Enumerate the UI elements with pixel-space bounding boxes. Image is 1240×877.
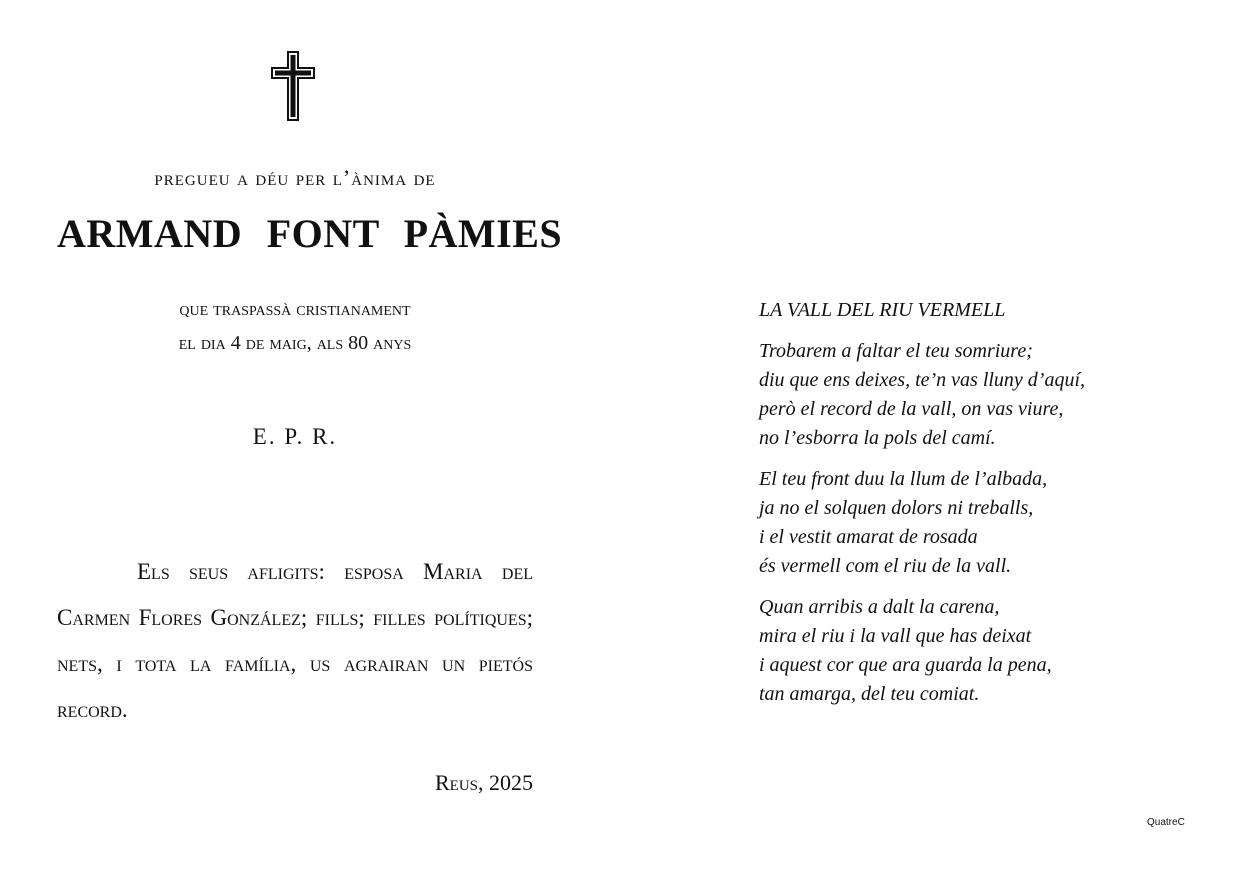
poem-line: El teu front duu la llum de l’albada, (759, 468, 1048, 490)
poem-line: és vermell com el riu de la vall. (759, 555, 1012, 577)
epr-text: E. P. R. (252, 424, 338, 449)
passed-line-1: que traspassà cristianament (179, 298, 411, 320)
prayer-heading: pregueu a déu per l’ànima de (154, 165, 436, 190)
poem-line: mira el riu i la vall que has deixat (759, 625, 1032, 647)
poem-line: diu que ens deixes, te’n vas lluny d’aquí, (759, 369, 1086, 391)
poem-line: però el record de la vall, on vas viure, (759, 398, 1064, 420)
poem (759, 296, 1159, 721)
footer-brand: QuatreC (1147, 817, 1185, 828)
poem-line: Trobarem a faltar el teu somriure; (759, 340, 1033, 362)
poem-stanza (759, 337, 1159, 453)
poem-line: Quan arribis a dalt la carena, (759, 596, 1000, 618)
deceased-name: ARMAND FONT PÀMIES (57, 211, 563, 256)
poem-line: ja no el solquen dolors ni treballs, (759, 497, 1034, 519)
mourners-paragraph: Els seus afligits: esposa Maria del Carmen Flores González; fills; filles polítiques; nets, i tota la família, us agrairan un pietós record. (57, 559, 533, 722)
poem-line: i el vestit amarat de rosada (759, 526, 978, 548)
passed-line-2: el dia 4 de maig, als 80 anys (178, 332, 412, 354)
poem-title: LA VALL DEL RIU VERMELL (759, 299, 1006, 321)
poem-stanza (759, 465, 1159, 581)
poem-line: tan amarga, del teu comiat. (759, 683, 980, 705)
poem-line: no l’esborra la pols del camí. (759, 427, 996, 449)
poem-stanza (759, 593, 1159, 709)
cross-icon (268, 50, 318, 122)
poem-line: i aquest cor que ara guarda la pena, (759, 654, 1052, 676)
place-date: Reus, 2025 (434, 770, 533, 795)
